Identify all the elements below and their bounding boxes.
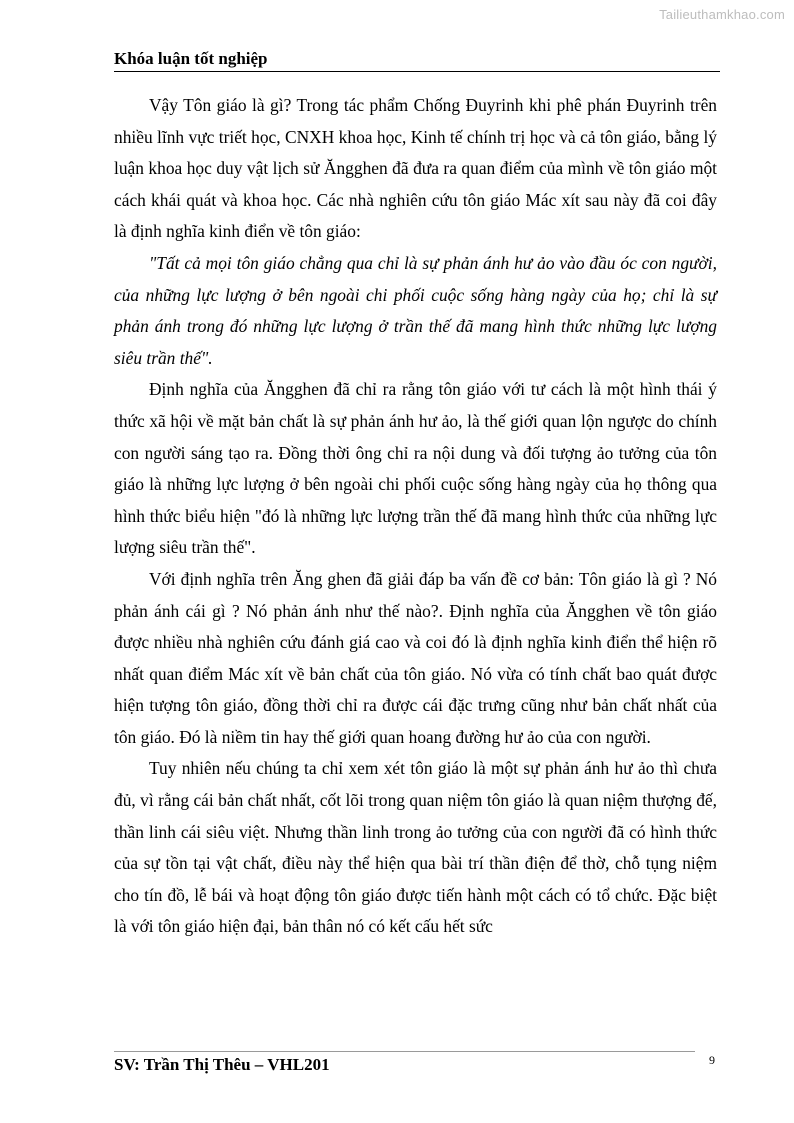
paragraph-however: Tuy nhiên nếu chúng ta chỉ xem xét tôn giáo là một sự phản ánh hư ảo thì chưa đủ, vì rằng cái bản chất nhất, cốt lõi trong quan niệm tôn giáo là quan niệm thượng đế, thần linh cái siêu việt. Nhưng thần linh trong ảo tưởng của con người đã có hình thức của sự tồn tại vật chất, điều này thể hiện qua bài trí thần điện để thờ, chỗ tụng niệm cho tín đồ, lễ bái và hoạt động tôn giáo được tiến hành một cách có tổ chức. Đặc biệt là với tôn giáo hiện đại, bản thân nó có kết cấu hết sức xyxy=(114,758,717,937)
watermark-text: Tailieuthamkhao.com xyxy=(659,7,785,22)
footer-divider xyxy=(114,1051,695,1052)
paragraph-three-questions: Với định nghĩa trên Ăng ghen đã giải đáp ba vấn đề cơ bản: Tôn giáo là gì ? Nó phản ánh cái gì ? Nó phản ánh như thế nào?. Định nghĩa của Ăngghen về tôn giáo được nhiều nhà nghiên cứu đánh giá cao và coi đó là định nghĩa kinh điển thể hiện rõ nhất quan điểm Mác xít về bản chất của tôn giáo. Nó vừa có tính chất bao quát được hiện tượng tôn giáo, đồng thời chỉ ra được cái đặc trưng cũng như bản chất nhất của tôn giáo. Đó là niềm tin hay thế giới quan hoang đường hư ảo của con người. xyxy=(114,568,717,747)
document-body xyxy=(114,90,717,943)
running-header-title: Khóa luận tốt nghiệp xyxy=(114,49,268,68)
paragraph-intro: Vậy Tôn giáo là gì? Trong tác phẩm Chống Đuyrinh khi phê phán Đuyrinh trên nhiều lĩnh vực triết học, CNXH khoa học, Kinh tế chính trị học và cả tôn giáo, bằng lý luận khoa học duy vật lịch sử Ăngghen đã đưa ra quan điểm của mình về tôn giáo một cách khái quát và khoa học. Các nhà nghiên cứu tôn giáo Mác xít sau này đã coi đây là định nghĩa kinh điển về tôn giáo: xyxy=(114,95,717,242)
page-number: 9 xyxy=(709,1053,715,1067)
footer-student-info: SV: Trần Thị Thêu – VHL201 xyxy=(114,1055,330,1074)
paragraph-definition-analysis: Định nghĩa của Ăngghen đã chỉ ra rằng tôn giáo với tư cách là một hình thái ý thức xã hội về mặt bản chất là sự phản ánh hư ảo, là thế giới quan lộn ngược do chính con người sáng tạo ra. Đồng thời ông chỉ ra nội dung và đối tượng ảo tưởng của tôn giáo là những lực lượng ở bên ngoài chi phối cuộc sống hàng ngày của họ thông qua hình thức biểu hiện "đó là những lực lượng trần thế đã mang hình thức của những lực lượng siêu trần thế". xyxy=(114,379,717,558)
paragraph-quote: "Tất cả mọi tôn giáo chẳng qua chỉ là sự phản ánh hư ảo vào đầu óc con người, của những lực lượng ở bên ngoài chi phối cuộc sống hàng ngày của họ; chỉ là sự phản ánh trong đó những lực lượng ở trần thế đã mang hình thức những lực lượng siêu trần thế". xyxy=(114,252,717,368)
header-divider xyxy=(114,71,720,72)
